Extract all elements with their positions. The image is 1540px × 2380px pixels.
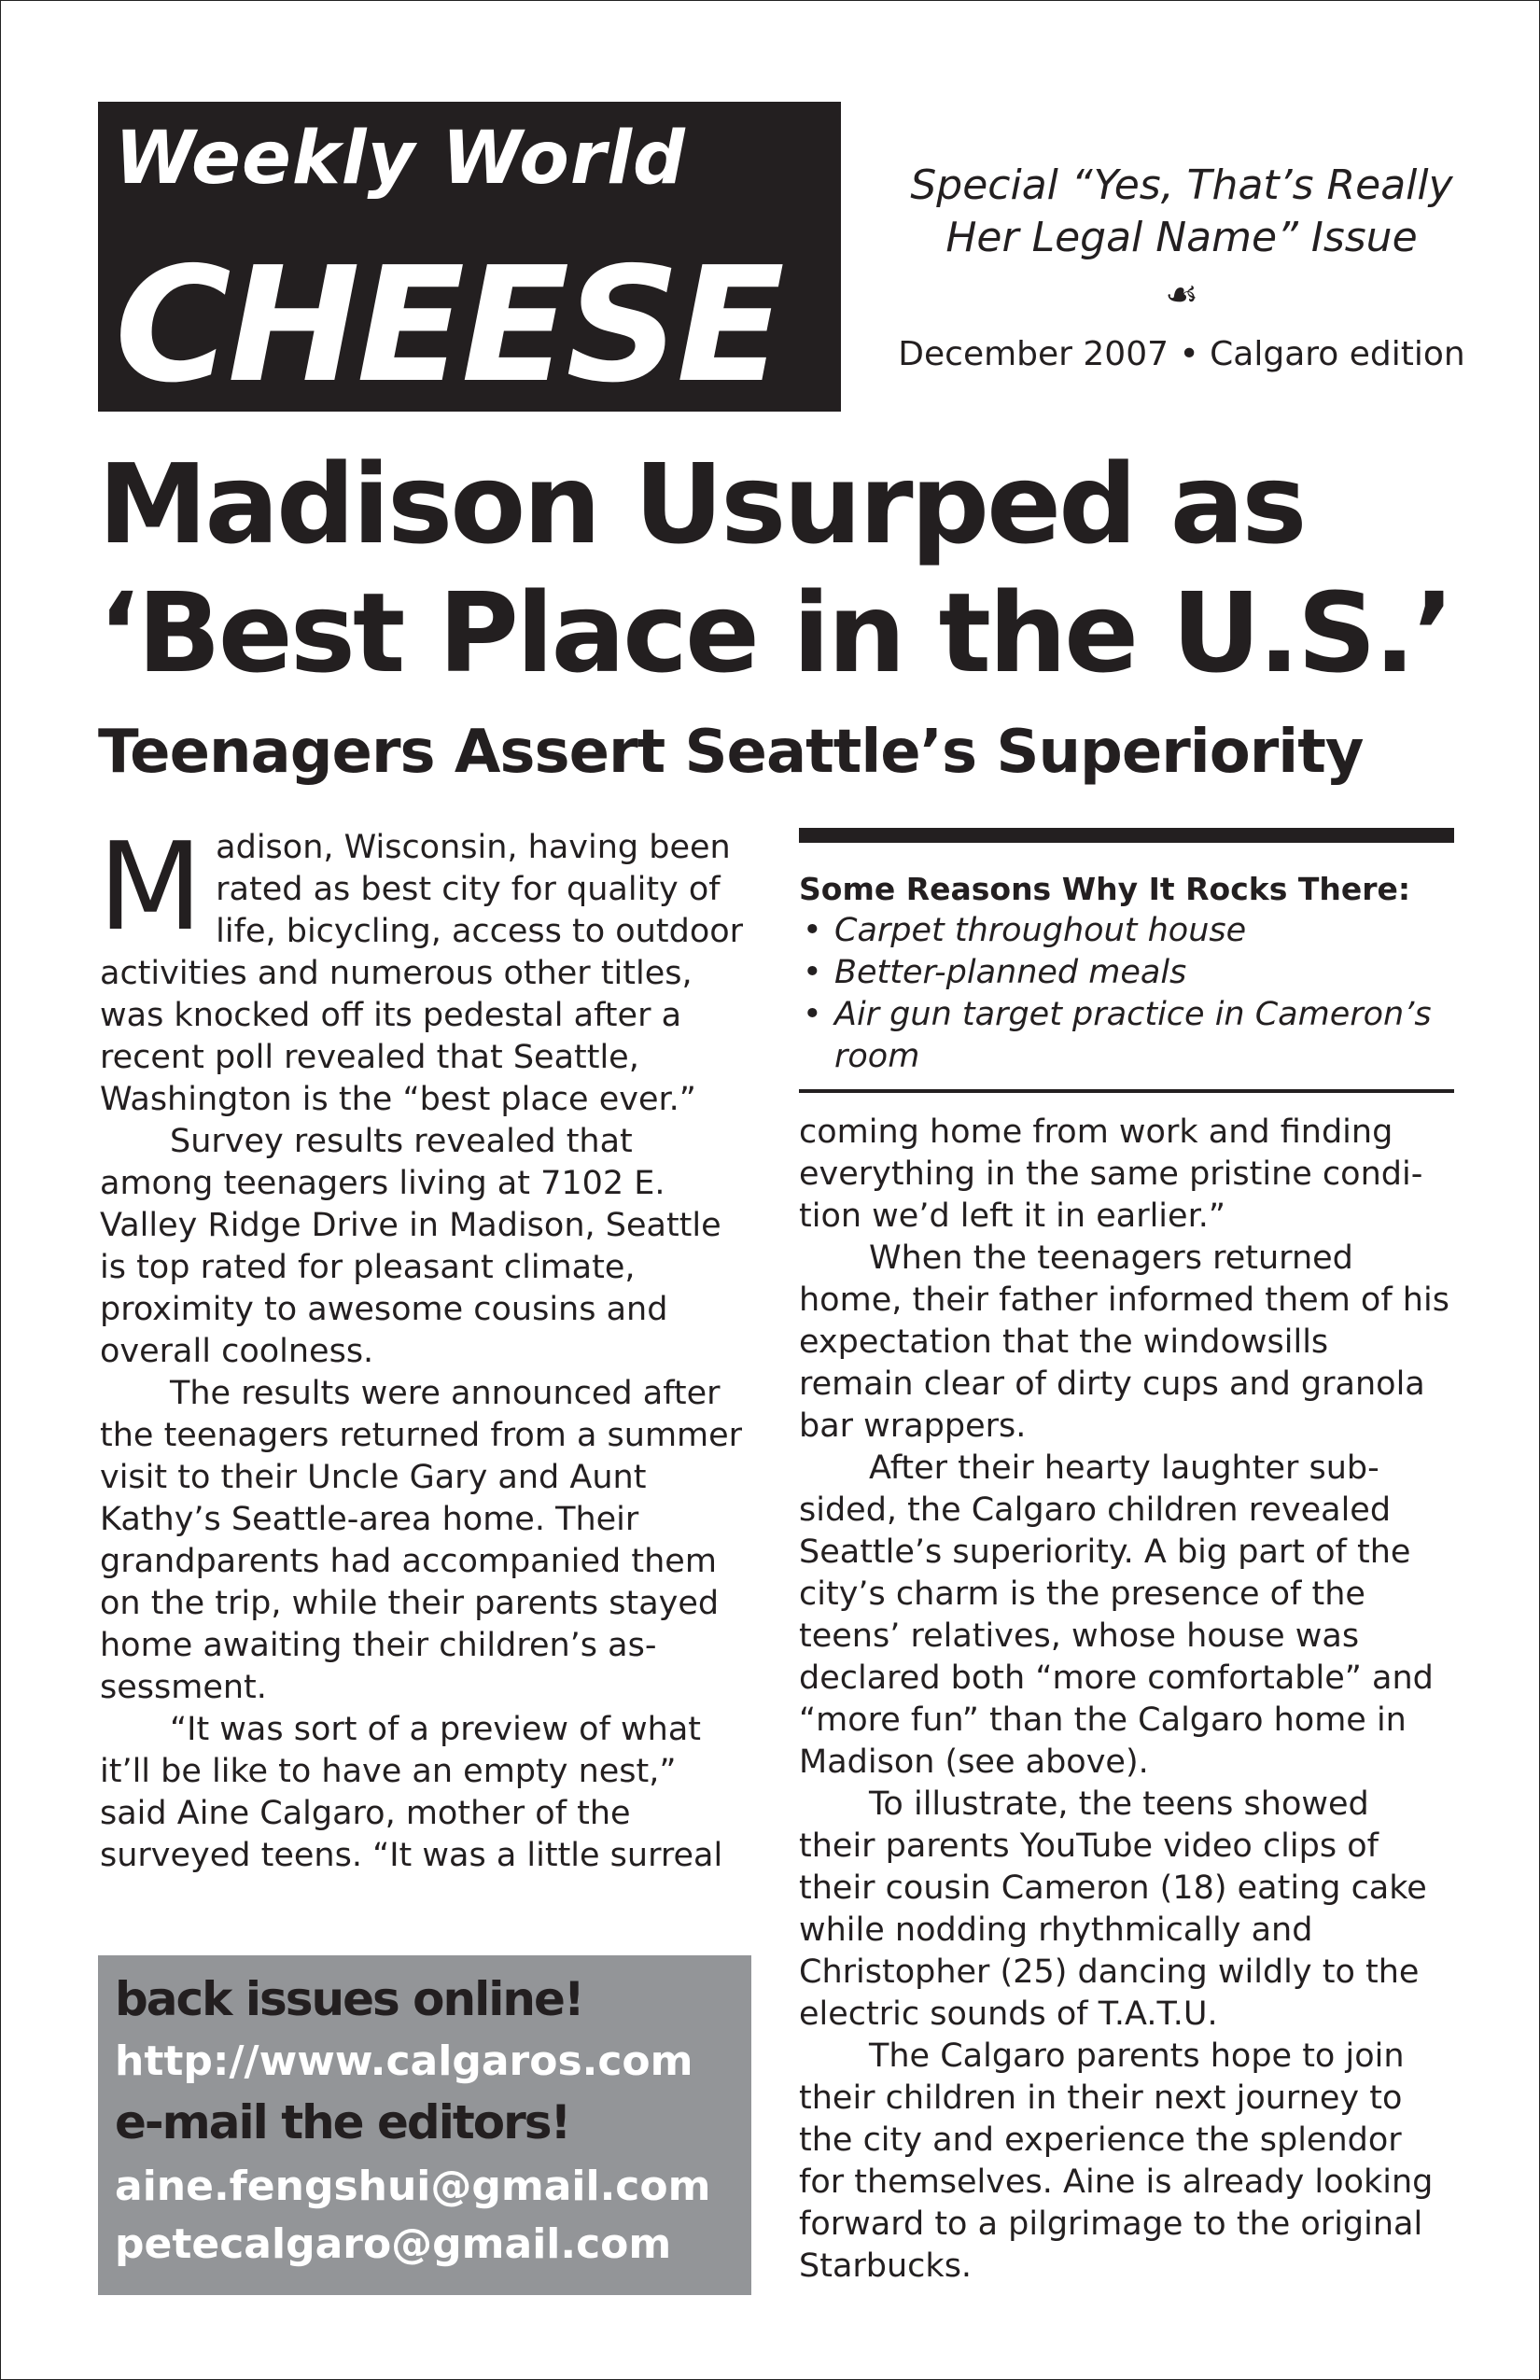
ornament-icon: ☙ <box>1165 273 1198 316</box>
back-issues-heading: back issues online! <box>115 1972 583 2026</box>
article-paragraph <box>98 816 744 1121</box>
subheadline: Teenagers Assert Seattle’s Superiority <box>98 718 1364 787</box>
issue-tagline <box>846 160 1518 264</box>
reason-text: Air gun target practice in Cameron’s room <box>834 996 1432 1075</box>
sidebar-bottom-rule <box>799 1089 1454 1093</box>
bullet-icon: • <box>803 996 822 1033</box>
bullet-icon: • <box>803 954 822 991</box>
reason-text: Carpet throughout house <box>834 912 1247 949</box>
tagline-line1: Special “Yes, That’s Really <box>910 161 1453 209</box>
main-headline <box>98 440 1461 697</box>
reason-item <box>799 994 1454 1078</box>
sidebar-top-rule <box>799 828 1454 843</box>
reason-item <box>799 910 1454 952</box>
website-link[interactable]: http://www.calgaros.com <box>115 2037 693 2085</box>
reasons-sidebar-box <box>799 828 1454 1093</box>
masthead-line1: Weekly World <box>115 117 686 201</box>
article-paragraph: To illustrate, the teens showed their parents YouTube video clips of their cousin Cameron (18) eating cake while nodding rhythmically and Christopher (25) dancing wildly to the electric sounds of T.A.T.U. <box>799 1785 1427 2033</box>
article-column-left <box>98 816 744 1877</box>
sidebar-title: Some Reasons Why It Rocks There: <box>799 871 1411 907</box>
article-paragraph: When the teenagers returned home, their father informed them of his expectation that the windowsills remain clear of dirty cups and granola bar wrappers. <box>799 1239 1449 1445</box>
tagline-line2: Her Legal Name” Issue <box>945 214 1418 261</box>
masthead-logo <box>98 102 841 418</box>
headline-line2: ‘Best Place in the U.S.’ <box>98 568 1452 697</box>
editor-email-link[interactable]: aine.fengshui@gmail.com <box>115 2163 711 2210</box>
article-paragraph: After their hearty laughter subsided, the Calgaro children revealed Seattle’s superiority. A big part of the city’s charm is the presence of the teens’ relatives, whose house was declared both “more comfortable” and “more fun” than the Calgaro home in Madison (see above). <box>799 1449 1434 1781</box>
paragraph-text: adison, Wisconsin, having been rated as best city for quality of life, bicycling, access to outdoor activities and numerous other titles, was knocked off its pedestal after a recent poll revealed that Seattle, Washington is the “best place ever.” <box>100 829 744 1118</box>
headline-line1: Madison Usurped as <box>98 440 1305 568</box>
article-paragraph: coming home from work and finding everything in the same pristine condition we’d left it in earlier.” <box>799 1113 1423 1235</box>
article-column-right <box>799 1112 1452 2288</box>
masthead-line2: CHEESE <box>115 233 781 418</box>
article-paragraph: “It was sort of a preview of what it’ll be like to have an empty nest,” said Aine Calgaro, mother of the surveyed teens. “It was a little surreal <box>100 1711 723 1874</box>
editor-email-link[interactable]: petecalgaro@gmail.com <box>115 2220 672 2268</box>
issue-dateline: December 2007 • Calgaro edition <box>898 335 1465 373</box>
reason-item <box>799 952 1454 994</box>
reason-text: Better-planned meals <box>834 954 1187 991</box>
bullet-icon: • <box>803 912 822 949</box>
email-editors-heading: e-mail the editors! <box>115 2095 570 2149</box>
drop-cap: M <box>98 816 203 958</box>
contact-promo-box <box>98 1955 751 2295</box>
article-paragraph: The Calgaro parents hope to join their children in their next journey to the city and experience the splendor for themselves. Aine is already looking forward to a pilgrimage to the original Starbucks. <box>799 2037 1434 2285</box>
article-paragraph: Survey results revealed that among teenagers living at 7102 E. Valley Ridge Drive in Madison, Seattle is top rated for pleasant climate, proximity to awesome cousins and overall coolness. <box>100 1123 721 1370</box>
article-paragraph: The results were announced after the teenagers returned from a summer visit to their Uncle Gary and Aunt Kathy’s Seattle-area home. Their grandparents had accompanied them on the trip, while their parents stayed home awaiting their children’s assessment. <box>100 1375 743 1706</box>
reasons-list <box>799 910 1454 1078</box>
